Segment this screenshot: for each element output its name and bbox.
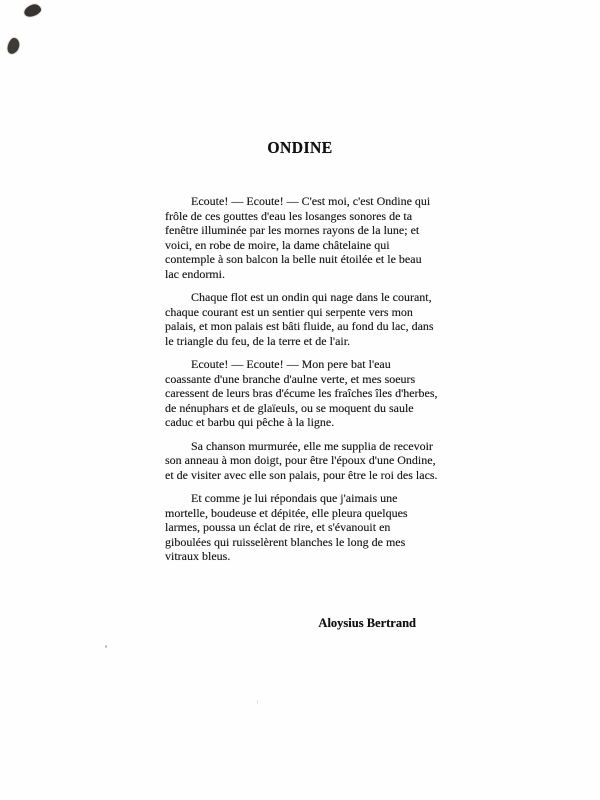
ink-smudge-artifact [6,37,20,55]
poem-paragraph: Et comme je lui répondais que j'aimais une mortelle, boudeuse et dépitée, elle pleura quelques larmes, poussa un éclat de rire, et s'évanouit en giboulées qui ruisselèrent blanches le long de mes vitraux bleus. [165,491,408,563]
scan-speck-artifact [105,645,107,648]
poem-paragraph: Ecoute! — Ecoute! — Mon pere bat l'eau coassante d'une branche d'aulne verte, et mes soeurs caressent de leurs bras d'écume les fraîches îles d'herbes, de nénuphars et de glaïeuls, ou se moquent du saule caduc et barbu qui pêche à la ligne. [165,357,438,429]
author-signature: Aloysius Bertrand [318,616,416,630]
poem-paragraph: Chaque flot est un ondin qui nage dans le courant, chaque courant est un sentier qui serpente vers mon palais, et mon palais est bâti fluide, au fond du lac, dans le triangle du feu, de la terre et de l'air. [165,290,434,348]
poem-paragraph: Sa chanson murmurée, elle me supplia de recevoir son anneau à mon doigt, pour être l'époux d'une Ondine, et de visiter avec elle son palais, pour être le roi des lacs. [165,438,438,482]
poem-paragraph: Ecoute! — Ecoute! — C'est moi, c'est Ondine qui frôle de ces gouttes d'eau les losanges sonores de ta fenêtre illuminée par les mornes rayons de la lune; et voici, en robe de moire, la dame châtelaine qui contemple à son balcon la belle nuit étoilée et le beau lac endormi. [165,194,431,281]
ink-smudge-artifact [23,3,43,19]
scan-speck-artifact [257,700,258,704]
poem-title: ONDINE [267,138,333,157]
poem-body [165,194,438,573]
